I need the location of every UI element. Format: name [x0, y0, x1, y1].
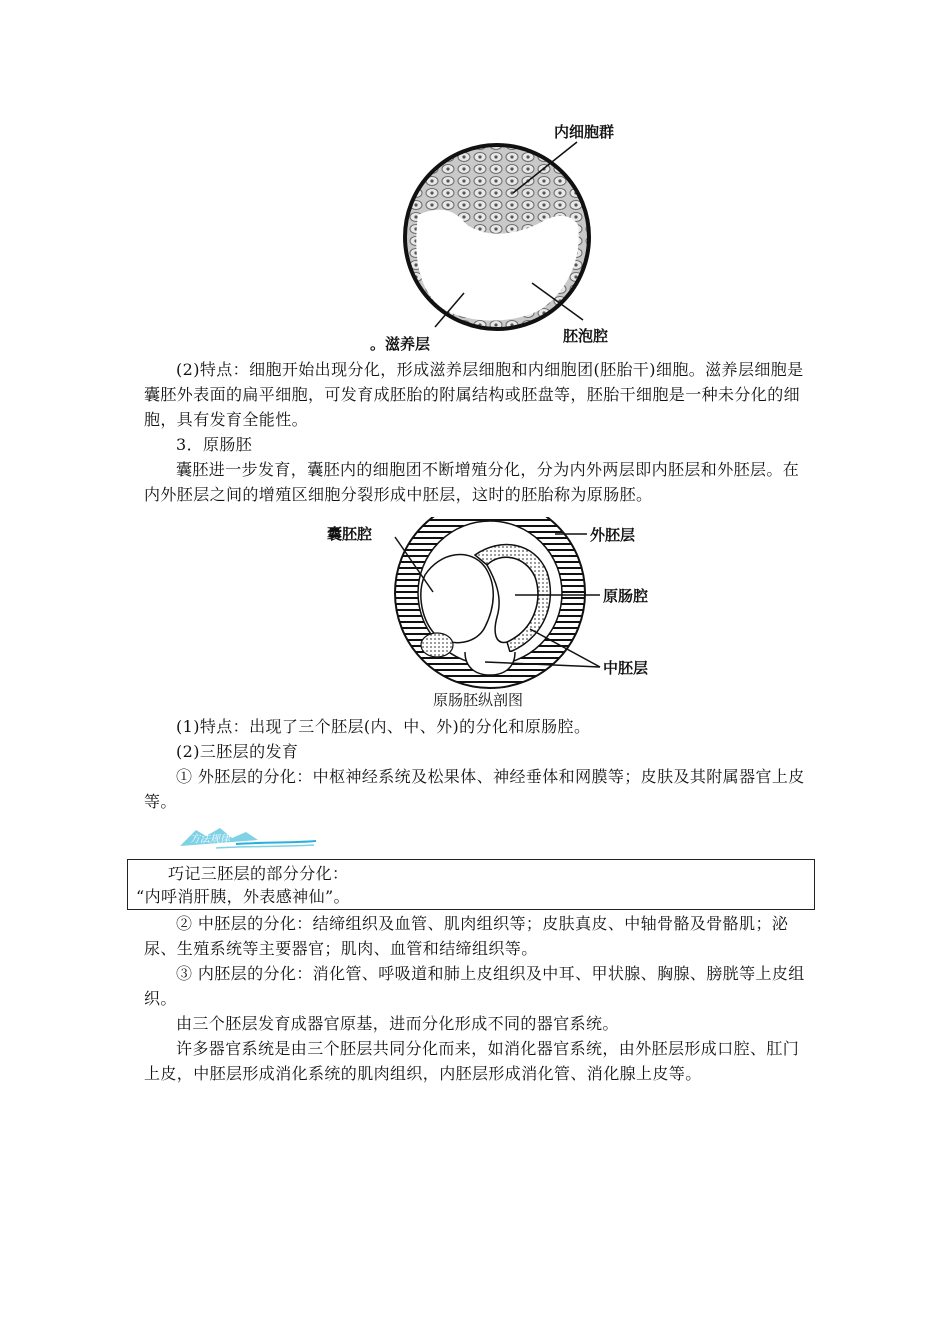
label-archenteron: 原肠腔 — [603, 587, 649, 605]
paragraph-gastrula: 囊胚进一步发育，囊胚内的细胞团不断增殖分化，分为内外两层即内胚层和外胚层。在内外胚层之间的增殖区细胞分裂形成中胚层，这时的胚胎称为原肠胚。 — [144, 460, 800, 504]
line-features-1: (1)特点：出现了三个胚层(内、中、外)的分化和原肠腔。 — [176, 717, 591, 736]
paragraph-ectoderm: ① 外胚层的分化：中枢神经系统及松果体、神经垂体和网膜等；皮肤及其附属器官上皮等。 — [144, 767, 805, 811]
tip-badge-icon — [176, 824, 318, 850]
label-blastocoel: 胚泡腔 — [563, 327, 609, 345]
paragraph-mesoderm: ② 中胚层的分化：结缔组织及血管、肌肉组织等；皮肤真皮、中轴骨骼及骨骼肌；泌尿、生殖系统等主要器官；肌肉、血管和结缔组织等。 — [144, 914, 789, 958]
tip-badge-text: 方法规律 — [190, 834, 230, 845]
label-mesoderm: 中胚层 — [603, 659, 649, 677]
tip-line-1: 巧记三胚层的部分分化： — [168, 864, 349, 883]
label-inner-cell-mass: 内细胞群 — [554, 123, 615, 141]
paragraph-endoderm: ③ 内胚层的分化：消化管、呼吸道和肺上皮组织及中耳、甲状腺、胸腺、膀胱等上皮组织。 — [144, 964, 805, 1008]
paragraph-features-2: (2)特点：细胞开始出现分化，形成滋养层细胞和内细胞团(胚胎干)细胞。滋养层细胞是囊胚外表面的扁平细胞，可发育成胚胎的附属结构或胚盘等，胚胎干细胞是一种未分化的细胞，具有发育全能性。 — [144, 360, 804, 429]
paragraph-organ-primordia: 由三个胚层发育成器官原基，进而分化形成不同的器官系统。 — [176, 1014, 619, 1033]
label-ectoderm: 外胚层 — [590, 526, 636, 544]
tip-line-2: “内呼消肝胰，外表感神仙”。 — [136, 887, 350, 906]
label-blastocoel-2: 囊胚腔 — [327, 525, 373, 543]
paragraph-organ-systems: 许多器官系统是由三个胚层共同分化而来，如消化器官系统，由外胚层形成口腔、肛门上皮，中胚层形成消化系统的肌肉组织，内胚层形成消化管、消化腺上皮等。 — [144, 1039, 800, 1083]
figure-caption: 原肠胚纵剖图 — [433, 691, 524, 709]
endoderm-fold — [421, 555, 493, 643]
line-germ-layers: (2)三胚层的发育 — [176, 742, 299, 761]
gastrula-figure — [325, 517, 665, 689]
tip-box — [127, 859, 815, 910]
blastocyst-figure — [360, 115, 640, 355]
label-trophoblast: 。滋养层 — [370, 335, 431, 353]
heading-gastrula: 3．原肠胚 — [176, 435, 253, 454]
